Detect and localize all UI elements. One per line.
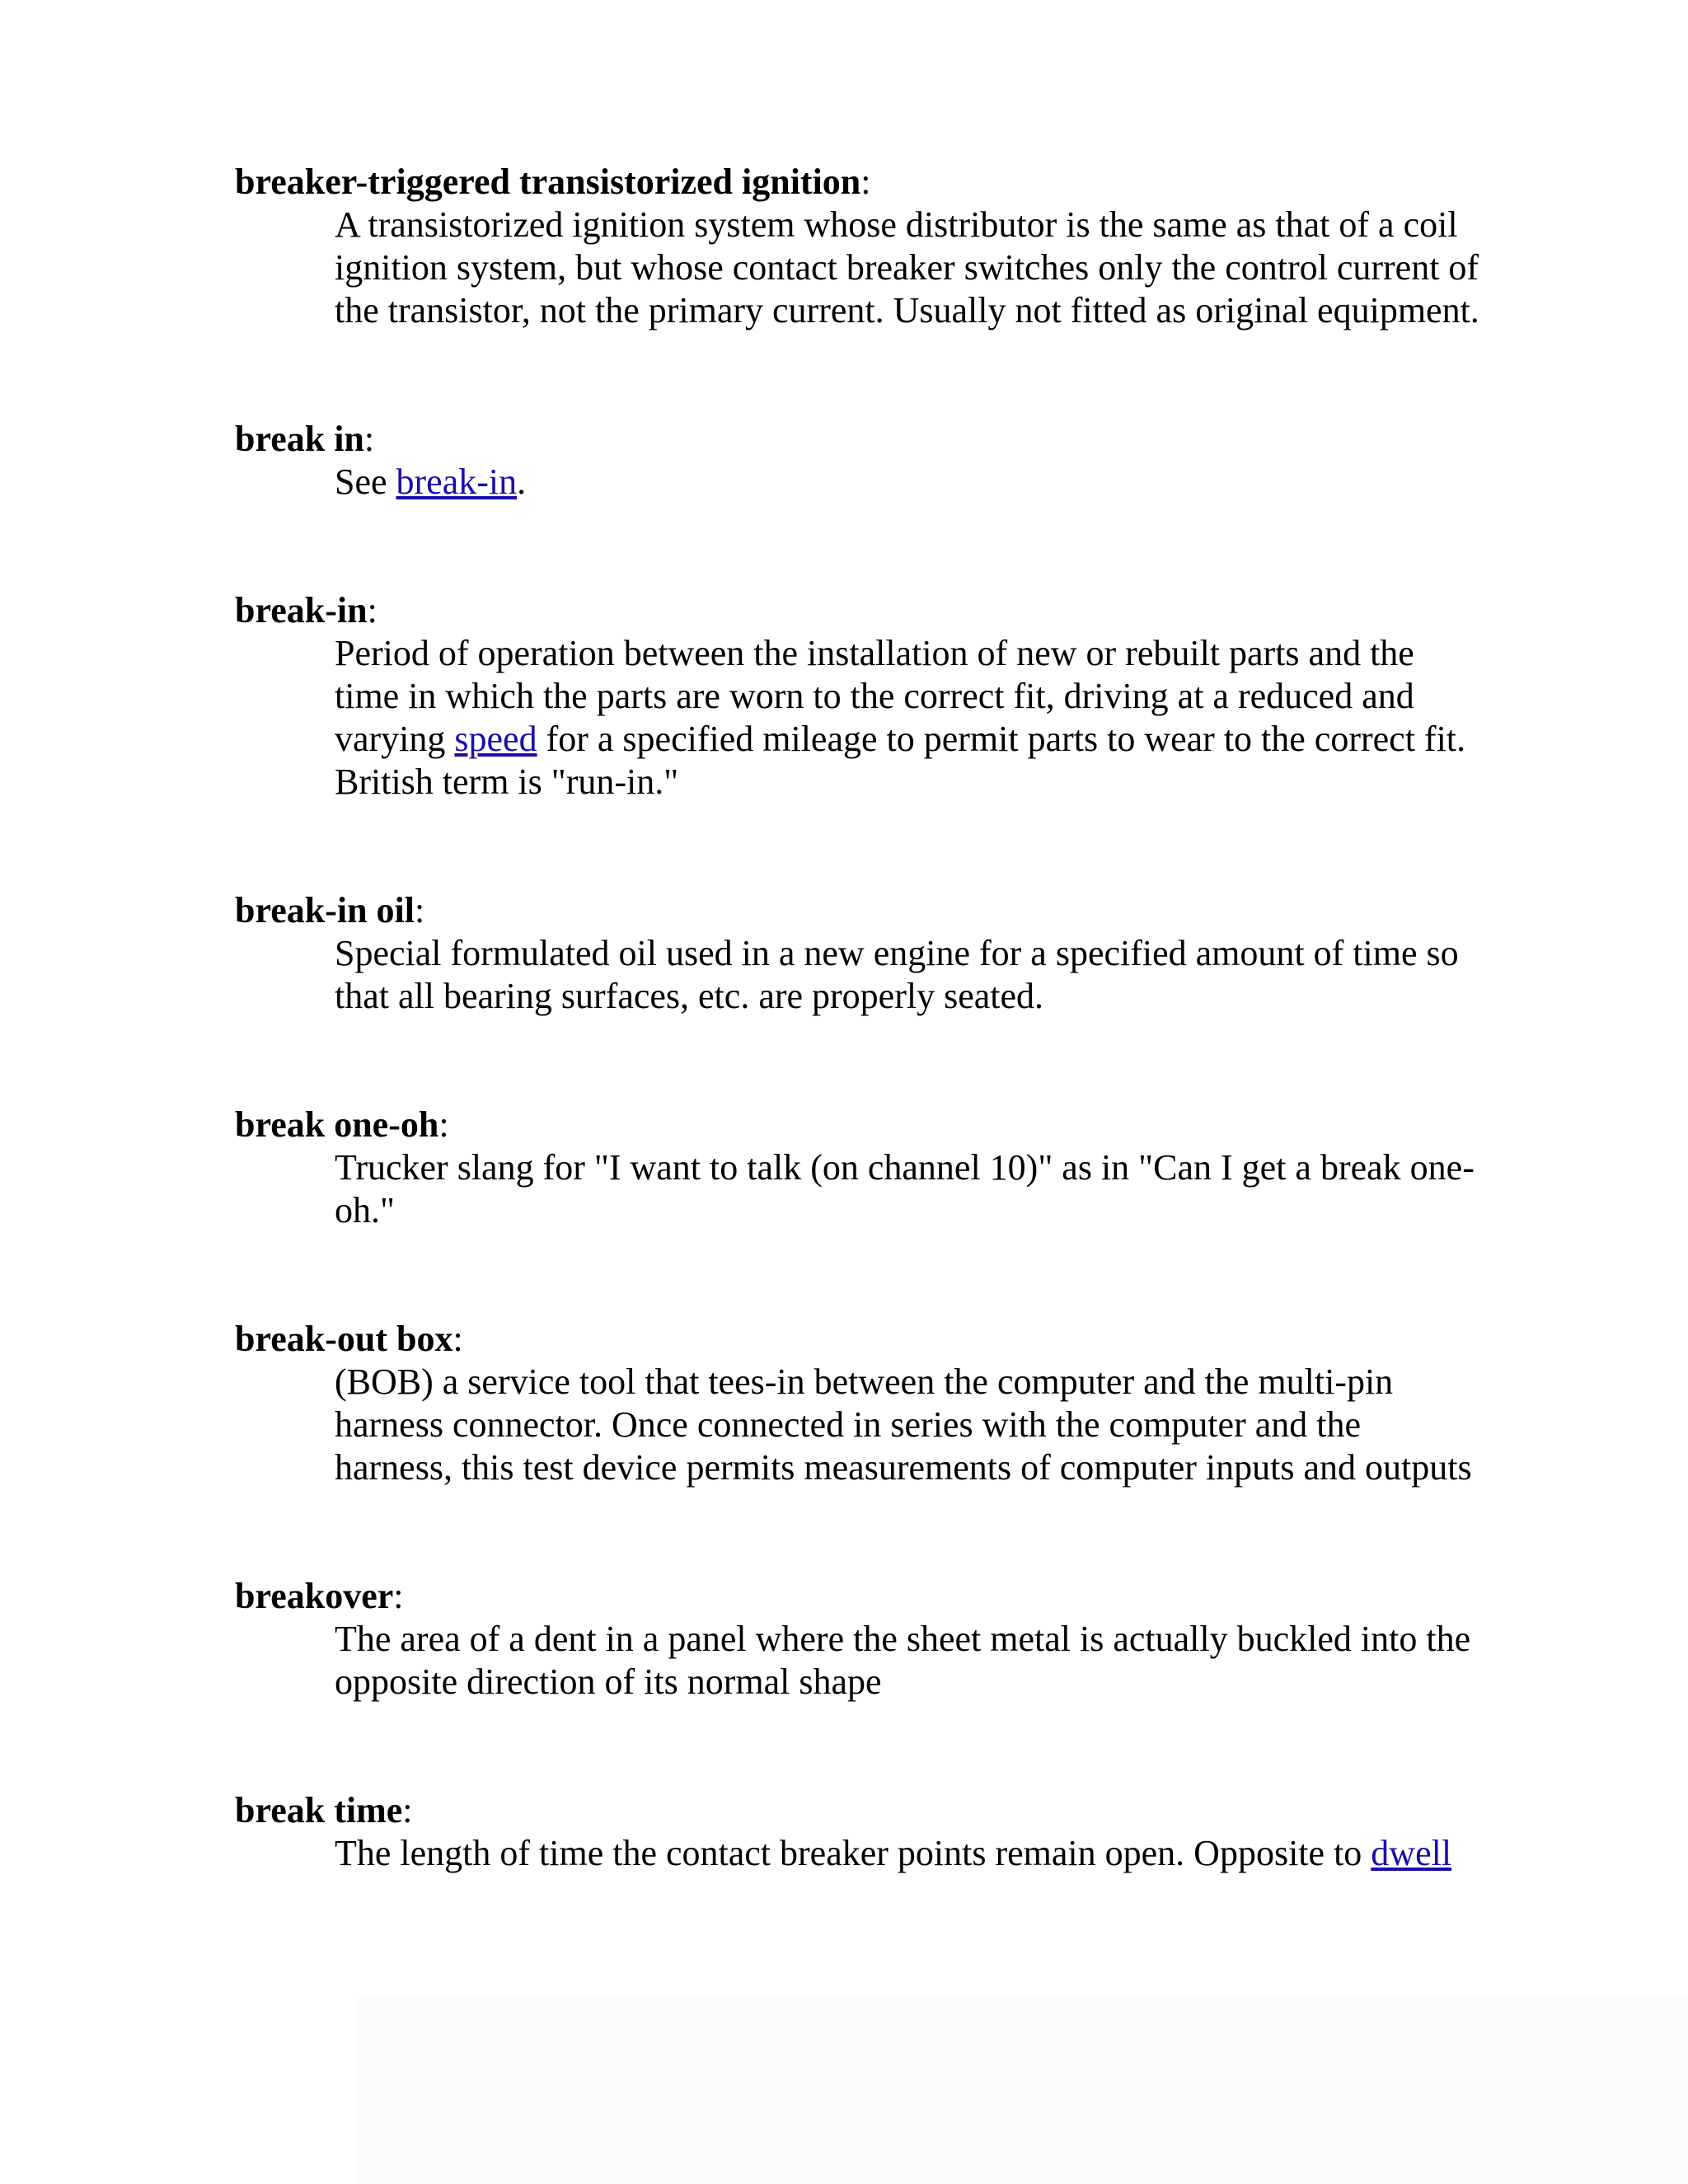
definition-text: . [517, 462, 527, 502]
glossary-entry [235, 418, 1471, 504]
definition-text: See [335, 462, 396, 502]
term-line [235, 161, 1471, 204]
term: break one-oh [235, 1104, 439, 1145]
term: breaker-triggered transistorized ignition [235, 162, 861, 202]
glossary-entry [235, 161, 1479, 332]
glossary-entry [235, 1104, 1475, 1232]
term-separator: : [415, 890, 425, 930]
term-separator: : [402, 1790, 413, 1830]
term-line [235, 418, 1471, 461]
definition-text: Period of operation between the installation of new or rebuilt parts and the time in which the parts are worn to the correct fit, driving at a reduced and varying [335, 633, 1414, 759]
term: break-out box [235, 1319, 453, 1359]
term-separator: : [452, 1319, 463, 1359]
term-line [235, 1789, 1471, 1832]
term: break in [235, 419, 364, 459]
term: break-in [235, 590, 368, 630]
definition: Special formulated oil used in a new engine for a specified amount of time so that all bearing surfaces, etc. are properly seated. [335, 933, 1459, 1016]
dwell-link[interactable]: dwell [1371, 1833, 1452, 1873]
term-line [235, 1575, 1471, 1618]
glossary-page [235, 161, 1479, 1961]
definition: The area of a dent in a panel where the sheet metal is actually buckled into the opposite direction of its normal shape [335, 1619, 1471, 1702]
term: breakover [235, 1576, 394, 1616]
definition: A transistorized ignition system whose distributor is the same as that of a coil ignition system, but whose contact breaker switches only the control current of the transistor, not the primary current. Usually not fitted as original equipment. [335, 204, 1479, 330]
definition [335, 632, 1480, 804]
term: break time [235, 1790, 403, 1830]
term-line [235, 889, 1471, 932]
glossary-entry [235, 1318, 1471, 1489]
term-separator: : [363, 419, 375, 459]
term-line [235, 1104, 1471, 1146]
definition: Trucker slang for "I want to talk (on channel 10)" as in "Can I get a break one-oh." [335, 1147, 1475, 1230]
term-line [235, 589, 1471, 632]
term-separator: : [367, 590, 377, 630]
speed-link[interactable]: speed [454, 719, 537, 759]
definition-text: The length of time the contact breaker points remain open. Opposite to [335, 1833, 1372, 1873]
glossary-entry [235, 889, 1471, 1018]
definition [335, 1832, 1480, 1875]
glossary-entry [235, 1575, 1471, 1704]
definition-text: for a specified mileage to permit parts to wear to the correct fit. British term is "run-in." [335, 719, 1466, 802]
term: break-in oil [235, 890, 415, 930]
term-separator: : [393, 1576, 404, 1616]
term-line [235, 1318, 1471, 1361]
definition: (BOB) a service tool that tees-in between the computer and the multi-pin harness connector. Once connected in series with the computer and the harness, this test device permits measurements of computer inputs and outputs [335, 1361, 1472, 1488]
glossary-entry [235, 589, 1471, 804]
break-in-link[interactable]: break-in [396, 462, 518, 502]
page-shading [354, 1994, 1688, 2184]
definition [335, 461, 1480, 504]
term-separator: : [438, 1104, 449, 1145]
term-separator: : [860, 162, 871, 202]
glossary-entry [235, 1789, 1471, 1875]
